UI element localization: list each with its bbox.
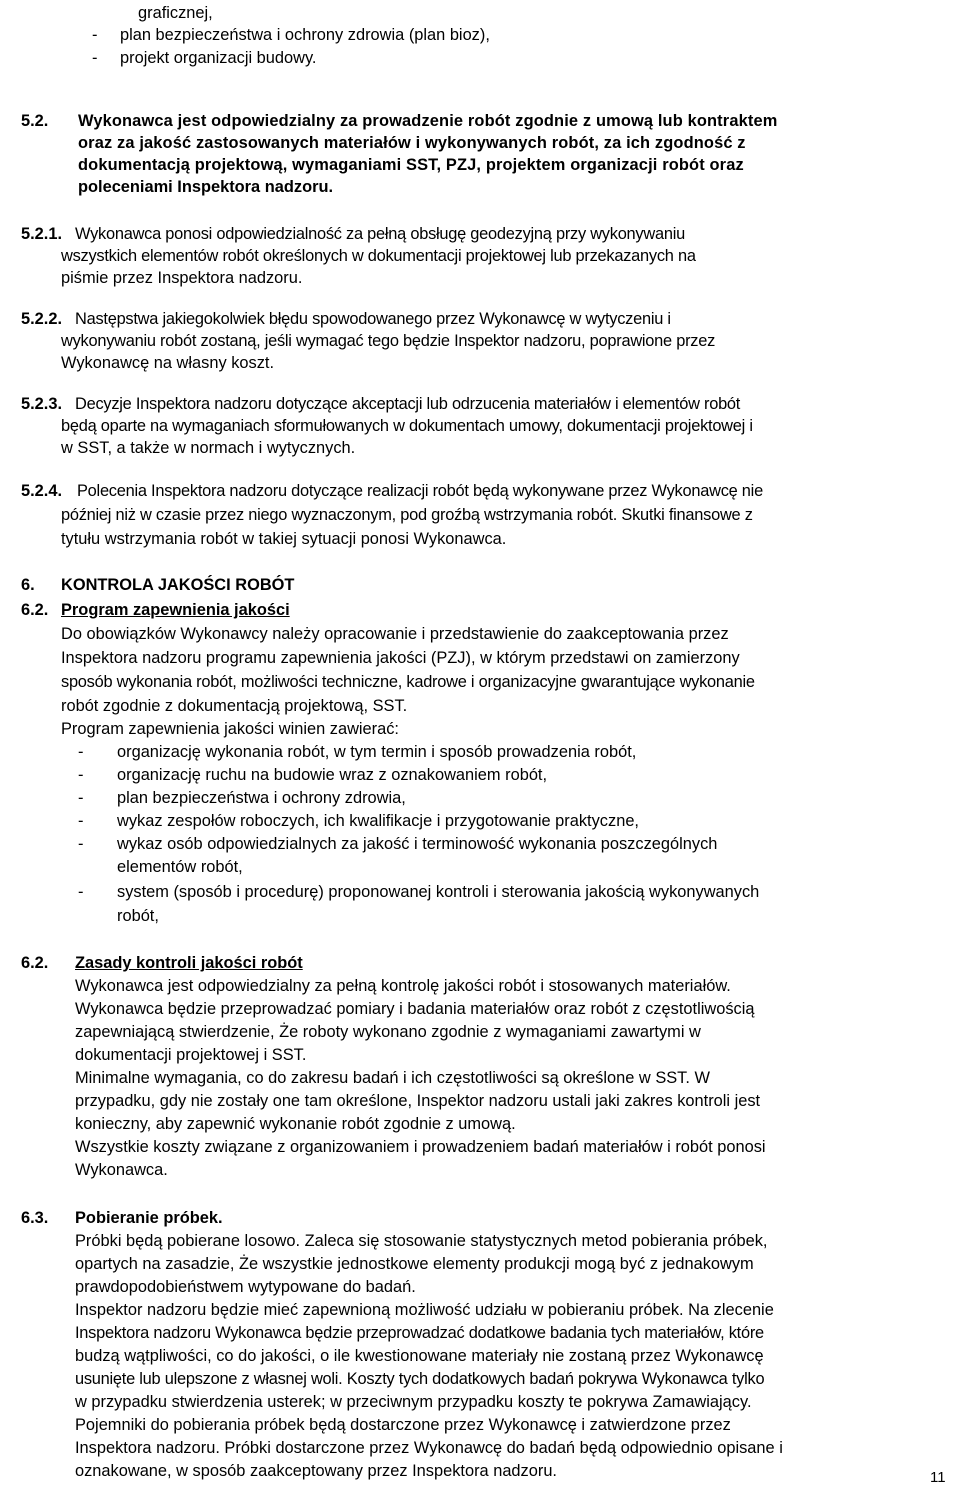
list-bullet: - [78, 835, 84, 853]
page-number: 11 [930, 1469, 946, 1486]
paragraph-line: Następstwa jakiegokolwiek błędu spowodowanego przez Wykonawcę w wytyczeniu i [75, 310, 671, 328]
paragraph-line: wszystkich elementów robót określonych w dokumentacji projektowej lub przekazanych na [61, 247, 696, 265]
list-item: system (sposób i procedurę) proponowanej kontroli i sterowania jakością wykonywanych [117, 883, 760, 901]
paragraph-line: poleceniami Inspektora nadzoru. [78, 178, 334, 196]
paragraph-line: Wykonawca będzie przeprowadzać pomiary i badania materiałów oraz robót z częstotliwością [75, 1000, 755, 1018]
list-item: plan bezpieczeństwa i ochrony zdrowia, [117, 789, 406, 807]
paragraph-line: Program zapewnienia jakości winien zawierać: [61, 720, 399, 738]
section-number: 5.2. [21, 112, 49, 130]
paragraph-line: piśmie przez Inspektora nadzoru. [61, 269, 303, 287]
paragraph-line: Polecenia Inspektora nadzoru dotyczące realizacji robót będą wykonywane przez Wykonawcę nie [77, 482, 763, 500]
paragraph-line: w przypadku stwierdzenia usterek; w przeciwnym przypadku koszty te pokrywa Zamawiający. [75, 1393, 752, 1411]
paragraph-line: będą oparte na wymaganiach sformułowanych w dokumentach umowy, dokumentacji projektowej i [61, 417, 753, 435]
paragraph-line: konieczny, aby zapewnić wykonanie robót zgodnie z umową. [75, 1115, 516, 1133]
paragraph-line: Wykonawcę na własny koszt. [61, 354, 275, 372]
paragraph-line: Pojemniki do pobierania próbek będą dostarczone przez Wykonawcę i zatwierdzone przez [75, 1416, 731, 1434]
paragraph-line: zapewniającą stwierdzenie, Że roboty wykonano zgodnie z wymaganiami zawartymi w [75, 1023, 701, 1041]
list-item: elementów robót, [117, 858, 243, 876]
paragraph-line: Wszystkie koszty związane z organizowaniem i prowadzeniem badań materiałów i robót ponosi [75, 1138, 766, 1156]
heading-title: Zasady kontroli jakości robót [75, 954, 303, 972]
paragraph-line: Inspektora nadzoru Wykonawca będzie przeprowadzać dodatkowe badania tych materiałów, które [75, 1324, 764, 1342]
paragraph-line: dokumentacji projektowej i SST. [75, 1046, 307, 1064]
heading-number: 6.2. [21, 601, 49, 619]
paragraph-line: dokumentacją projektową, wymaganiami SST, PZJ, projektem organizacji robót oraz [78, 156, 744, 174]
paragraph-line: Inspektora nadzoru. Próbki dostarczone przez Wykonawcę do badań będą odpowiednio opisane i [75, 1439, 783, 1457]
list-bullet: - [78, 812, 84, 830]
list-item: projekt organizacji budowy. [120, 49, 317, 67]
heading-title: KONTROLA JAKOŚCI ROBÓT [61, 576, 295, 594]
paragraph-line: oznakowane, w sposób zaakceptowany przez Inspektora nadzoru. [75, 1462, 557, 1480]
list-item: graficznej, [138, 4, 213, 22]
heading-title: Pobieranie próbek. [75, 1209, 223, 1227]
paragraph-line: Próbki będą pobierane losowo. Zaleca się stosowanie statystycznych metod pobierania próbek, [75, 1232, 768, 1250]
section-number: 5.2.3. [21, 395, 63, 413]
paragraph-line: Inspektor nadzoru będzie mieć zapewnioną możliwość udziału w pobieraniu próbek. Na zlecenie [75, 1301, 774, 1319]
paragraph-line: budzą wątpliwości, co do jakości, o ile kwestionowane materiały nie zostaną przez Wykonawcę [75, 1347, 764, 1365]
paragraph-line: przypadku, gdy nie zostały one tam określone, Inspektor nadzoru ustali jaki zakres kontroli jest [75, 1092, 761, 1110]
paragraph-line: prawdopodobieństwem wytypowane do badań. [75, 1278, 416, 1296]
list-item: wykaz osób odpowiedzialnych za jakość i terminowość wykonania poszczególnych [117, 835, 718, 853]
list-item: robót, [117, 907, 159, 925]
paragraph-line: tytułu wstrzymania robót w takiej sytuacji ponosi Wykonawca. [61, 530, 507, 548]
list-bullet: - [78, 743, 84, 761]
paragraph-line: Do obowiązków Wykonawcy należy opracowanie i przedstawienie do zaakceptowania przez [61, 625, 729, 643]
paragraph-line: Wykonawca. [75, 1161, 168, 1179]
list-bullet: - [92, 26, 98, 44]
paragraph-line: sposób wykonania robót, możliwości techniczne, kadrowe i organizacyjne gwarantujące wykonanie [61, 673, 755, 691]
paragraph-line: opartych na zasadzie, Że wszystkie jednostkowe elementy produkcji mogą być z jednakowym [75, 1255, 754, 1273]
heading-number: 6.2. [21, 954, 49, 972]
list-bullet: - [92, 49, 98, 67]
list-bullet: - [78, 883, 84, 901]
paragraph-line: robót zgodnie z dokumentacją projektową, SST. [61, 697, 408, 715]
list-item: plan bezpieczeństwa i ochrony zdrowia (plan bioz), [120, 26, 490, 44]
list-bullet: - [78, 789, 84, 807]
list-item: wykaz zespołów roboczych, ich kwalifikacje i przygotowanie praktyczne, [117, 812, 639, 830]
list-bullet: - [78, 766, 84, 784]
paragraph-line: Wykonawca jest odpowiedzialny za prowadzenie robót zgodnie z umową lub kontraktem [78, 112, 778, 130]
list-item: organizację ruchu na budowie wraz z oznakowaniem robót, [117, 766, 548, 784]
paragraph-line: oraz za jakość zastosowanych materiałów i wykonywanych robót, za ich zgodność z [78, 134, 746, 152]
paragraph-line: później niż w czasie przez niego wyznaczonym, pod groźbą wstrzymania robót. Skutki finansowe z [61, 506, 753, 524]
paragraph-line: Decyzje Inspektora nadzoru dotyczące akceptacji lub odrzucenia materiałów i elementów robót [75, 395, 741, 413]
paragraph-line: w SST, a także w normach i wytycznych. [61, 439, 356, 457]
paragraph-line: Inspektora nadzoru programu zapewnienia jakości (PZJ), w którym przedstawi on zamierzony [61, 649, 740, 667]
paragraph-line: Minimalne wymagania, co do zakresu badań i ich częstotliwości są określone w SST. W [75, 1069, 710, 1087]
section-number: 5.2.4. [21, 482, 63, 500]
heading-number: 6. [21, 576, 35, 594]
heading-title: Program zapewnienia jakości [61, 601, 290, 619]
paragraph-line: wykonywaniu robót zostaną, jeśli wymagać tego będzie Inspektor nadzoru, poprawione przez [61, 332, 716, 350]
paragraph-line: Wykonawca ponosi odpowiedzialność za pełną obsługę geodezyjną przy wykonywaniu [75, 225, 685, 243]
heading-number: 6.3. [21, 1209, 49, 1227]
list-item: organizację wykonania robót, w tym termin i sposób prowadzenia robót, [117, 743, 637, 761]
section-number: 5.2.2. [21, 310, 63, 328]
paragraph-line: usunięte lub ulepszone z własnej woli. Koszty tych dodatkowych badań pokrywa Wykonawca tylko [75, 1370, 765, 1388]
paragraph-line: Wykonawca jest odpowiedzialny za pełną kontrolę jakości robót i stosowanych materiałów. [75, 977, 731, 995]
section-number: 5.2.1. [21, 225, 63, 243]
